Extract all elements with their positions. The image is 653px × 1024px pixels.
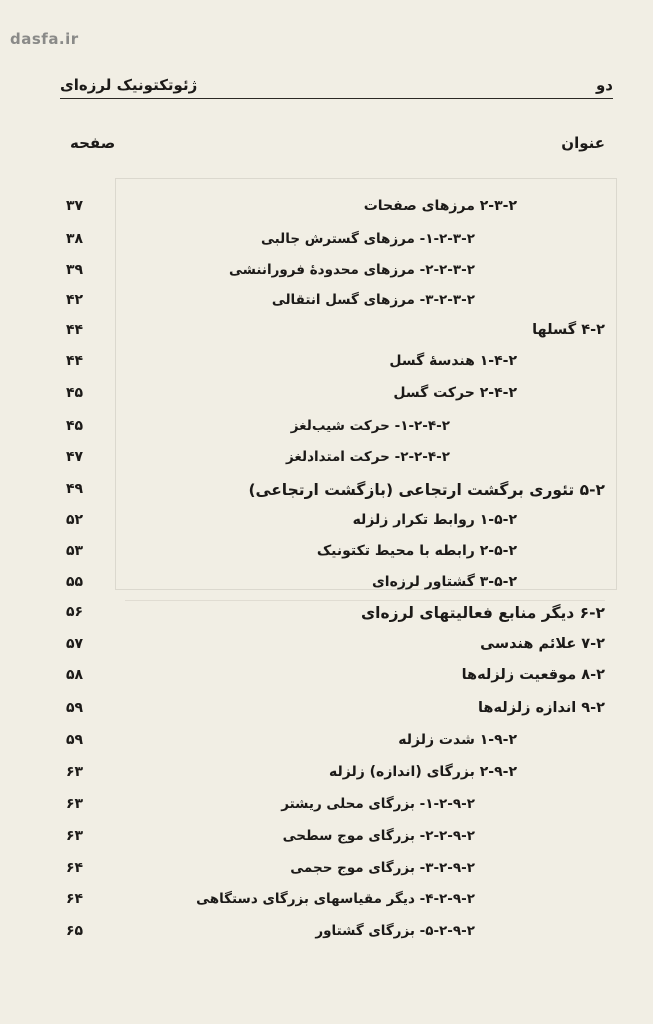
toc-entry-page: ۶۳ [66, 796, 84, 812]
toc-entry-title: ۵-۲ تئوری برگشت ارتجاعی (بازگشت ارتجاعی) [248, 481, 605, 499]
toc-entry-title: ۶-۲ دیگر منابع فعالیتهای لرزه‌ای [360, 604, 605, 622]
toc-entry [66, 292, 605, 318]
toc-entry-title: ۳-۲-۹-۲- بزرگای موج حجمی [290, 860, 475, 876]
toc-entry-title: ۷-۲ علائم هندسی [480, 636, 605, 652]
toc-entry-title: ۱-۹-۲ شدت زلزله [398, 732, 517, 748]
toc-entry-title: ۱-۲-۴-۲- حرکت شیب‌لغز [290, 418, 450, 434]
toc-entry-page: ۴۹ [66, 481, 84, 497]
toc-entry-page: ۵۶ [66, 604, 84, 620]
toc-entry-page: ۳۷ [66, 198, 84, 214]
toc-entry-page: ۶۳ [66, 828, 84, 844]
toc-entry-page: ۶۵ [66, 923, 84, 939]
toc-entry-title: ۱-۲-۹-۲- بزرگای محلی ریشتر [281, 796, 475, 812]
toc-entry-page: ۵۷ [66, 636, 84, 652]
toc-entry-title: ۲-۳-۲ مرزهای صفحات [363, 198, 517, 214]
toc-entry-page: ۶۴ [66, 891, 84, 907]
toc-entry-page: ۶۳ [66, 764, 84, 780]
toc-entry-page: ۶۴ [66, 860, 84, 876]
page-number: دو [595, 76, 613, 94]
toc-entry [66, 860, 605, 886]
page-column-label: صفحه [70, 134, 116, 152]
toc-entry-title: ۲-۵-۲ رابطه با محیط تکتونیک [316, 543, 517, 559]
toc-entry [66, 796, 605, 822]
toc-entry-page: ۵۹ [66, 732, 84, 748]
toc-entry-title: ۱-۲-۳-۲- مرزهای گسترش جالبی [261, 231, 475, 247]
toc-entry [66, 231, 605, 257]
toc-entry-title: ۴-۲-۹-۲- دیگر مقیاسهای بزرگای دستگاهی [196, 891, 475, 907]
toc-entry-title: ۲-۹-۲ بزرگای (اندازه) زلزله [329, 764, 517, 780]
toc-entry-title: ۴-۲ گسلها [532, 322, 605, 338]
toc-entry-page: ۴۲ [66, 292, 84, 308]
running-head [60, 68, 613, 99]
toc-entry-page: ۵۵ [66, 574, 84, 590]
toc-entry-page: ۵۲ [66, 512, 84, 528]
toc-entry [66, 198, 605, 224]
toc-entry-title: ۲-۲-۳-۲- مرزهای محدودهٔ فروراننشی [229, 262, 475, 278]
toc-entry [66, 828, 605, 854]
toc-entry-title: ۵-۲-۹-۲- بزرگای گشتاور [315, 923, 475, 939]
toc-entry-title: ۲-۴-۲ حرکت گسل [393, 385, 517, 401]
toc-entry-page: ۴۷ [66, 449, 84, 465]
toc-entry [66, 543, 605, 569]
column-headers [70, 134, 605, 152]
toc-entry [66, 449, 605, 475]
toc-entry [66, 923, 605, 949]
toc-entry-page: ۴۵ [66, 418, 84, 434]
toc-entry-page: ۴۵ [66, 385, 84, 401]
book-title: ژئوتکتونیک لرزه‌ای [60, 76, 198, 94]
watermark: dasfa.ir [10, 30, 79, 48]
toc-entry [66, 667, 605, 693]
toc-entry-title: ۱-۴-۲ هندسهٔ گسل [389, 353, 517, 369]
toc-entry [66, 353, 605, 379]
toc-entry [66, 732, 605, 758]
toc-entry [66, 891, 605, 917]
toc-entry [66, 604, 605, 630]
toc-entry-title: ۳-۲-۳-۲- مرزهای گسل انتقالی [271, 292, 475, 308]
toc-entry-title: ۱-۵-۲ روابط تکرار زلزله [352, 512, 517, 528]
toc-entry [66, 418, 605, 444]
toc-entry [66, 764, 605, 790]
toc-entry-page: ۵۸ [66, 667, 84, 683]
toc-entry-title: ۲-۲-۹-۲- بزرگای موج سطحی [282, 828, 475, 844]
toc-entry [66, 574, 605, 600]
toc-entry-page: ۴۴ [66, 322, 84, 338]
toc-entry [66, 481, 605, 507]
toc-entry-page: ۵۹ [66, 700, 84, 716]
toc-entry [66, 700, 605, 726]
toc-entry [66, 636, 605, 662]
title-column-label: عنوان [561, 134, 605, 152]
toc-entry-title: ۸-۲ موقعیت زلزله‌ها [461, 667, 605, 683]
toc-entry [66, 322, 605, 348]
toc-entry-title: ۳-۵-۲ گشتاور لرزه‌ای [371, 574, 517, 590]
toc-entry [66, 385, 605, 411]
toc-entry-page: ۵۳ [66, 543, 84, 559]
toc-entry-title: ۲-۲-۴-۲- حرکت امتدادلغز [286, 449, 450, 465]
toc-entry-page: ۴۴ [66, 353, 84, 369]
toc-entry [66, 512, 605, 538]
toc-entry-page: ۳۸ [66, 231, 84, 247]
toc-entry [66, 262, 605, 288]
toc-entry-page: ۳۹ [66, 262, 84, 278]
toc-entry-title: ۹-۲ اندازه زلزله‌ها [477, 700, 605, 716]
